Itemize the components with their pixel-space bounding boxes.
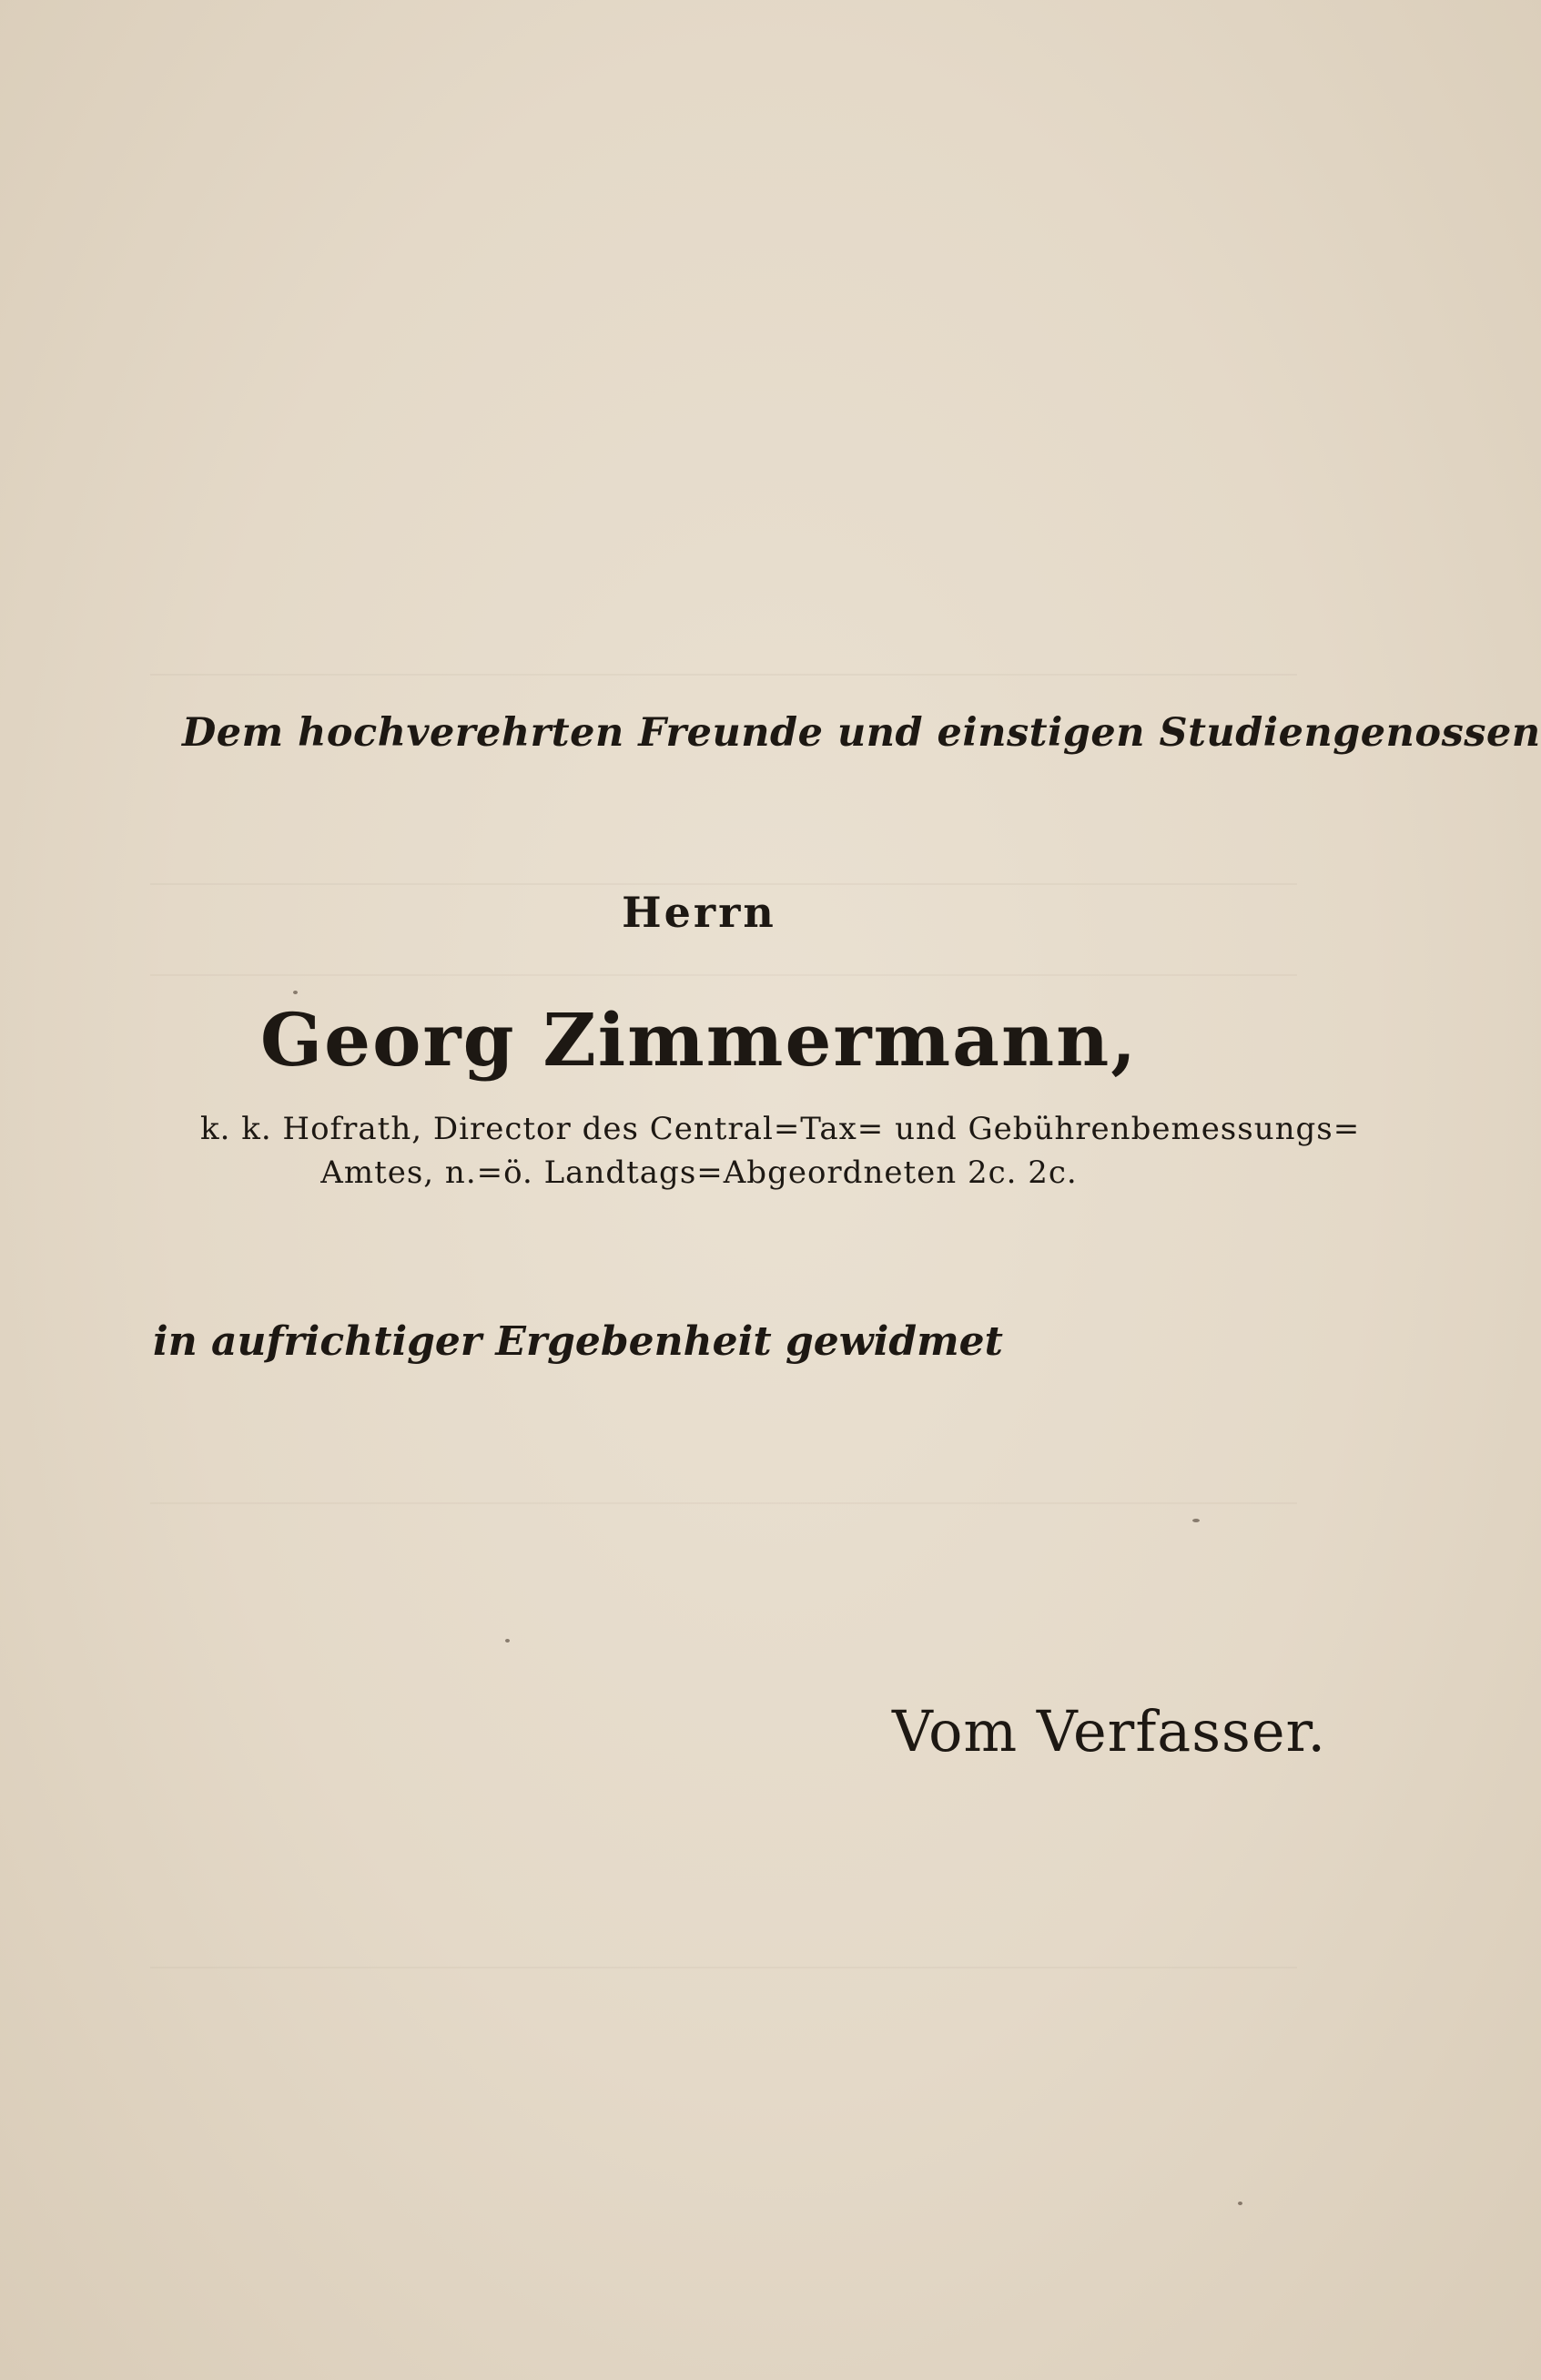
paper-speck [505,1639,510,1643]
show-through-texture [150,637,1297,676]
paper-speck [1238,2202,1242,2205]
show-through-texture [150,847,1297,885]
show-through-texture [150,1466,1297,1504]
paper-speck [1192,1519,1200,1522]
salutation: Herrn [622,888,776,937]
dedicatee-name: Georg Zimmermann, [259,997,1139,1083]
author-signature: Vom Verfasser. [892,1698,1327,1765]
devotion-line: in aufrichtiger Ergebenheit gewidmet [153,1318,1003,1365]
paper-speck [293,991,298,994]
dedicatee-titles-line-2: Amtes, n.=ö. Landtags=Abgeordneten 2c. 2c. [320,1154,1078,1191]
show-through-texture [150,938,1297,976]
show-through-texture [150,1930,1297,1968]
dedication-line: Dem hochverehrten Freunde und einstigen Studiengenossen [182,710,1541,756]
dedicatee-titles-line-1: k. k. Hofrath, Director des Central=Tax= und Gebührenbemessungs= [200,1111,1361,1147]
